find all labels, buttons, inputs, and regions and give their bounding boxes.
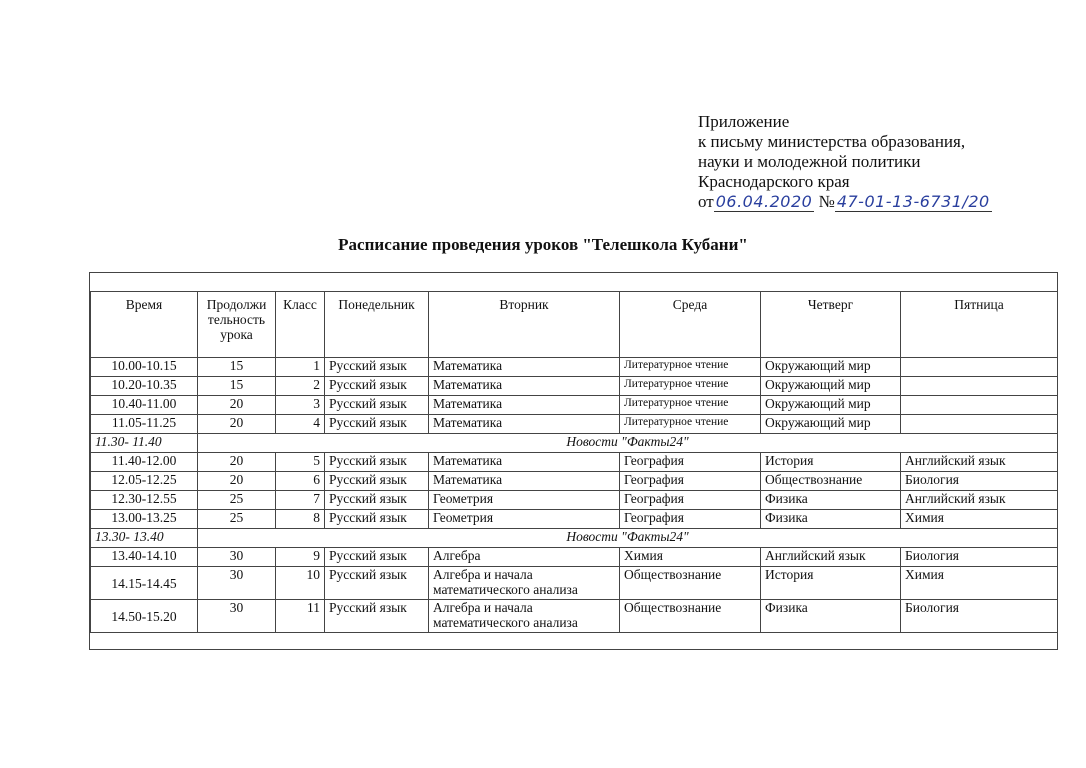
cell-wednesday: Литературное чтение bbox=[620, 396, 761, 415]
cell-monday: Русский язык bbox=[325, 510, 429, 529]
cell-duration: 25 bbox=[198, 510, 276, 529]
cell-time: 14.15-14.45 bbox=[91, 567, 198, 600]
cell-wednesday: Литературное чтение bbox=[620, 415, 761, 434]
table-row bbox=[91, 472, 1058, 491]
cell-monday: Русский язык bbox=[325, 377, 429, 396]
appendix-line-5 bbox=[698, 192, 992, 212]
break-time: 13.30- 13.40 bbox=[91, 529, 198, 548]
cell-thursday: Физика bbox=[761, 510, 901, 529]
appendix-line-2: к письму министерства образования, bbox=[698, 132, 966, 151]
cell-time: 14.50-15.20 bbox=[91, 600, 198, 633]
cell-time: 12.30-12.55 bbox=[91, 491, 198, 510]
cell-thursday: Окружающий мир bbox=[761, 377, 901, 396]
cell-grade: 8 bbox=[276, 510, 325, 529]
cell-time: 11.05-11.25 bbox=[91, 415, 198, 434]
cell-wednesday: Обществознание bbox=[620, 567, 761, 600]
cell-wednesday: География bbox=[620, 453, 761, 472]
col-header-tuesday: Вторник bbox=[429, 292, 620, 358]
document-title: Расписание проведения уроков "Телешкола Кубани" bbox=[338, 235, 748, 254]
col-header-wednesday: Среда bbox=[620, 292, 761, 358]
cell-friday: Биология bbox=[901, 548, 1058, 567]
cell-duration: 30 bbox=[198, 548, 276, 567]
cell-monday: Русский язык bbox=[325, 600, 429, 633]
appendix-line-4: Краснодарского края bbox=[698, 172, 850, 191]
table-row bbox=[91, 377, 1058, 396]
cell-duration: 20 bbox=[198, 415, 276, 434]
appendix-block bbox=[698, 112, 992, 212]
handwritten-number: 47-01-13-6731/20 bbox=[836, 192, 990, 211]
cell-grade: 1 bbox=[276, 358, 325, 377]
cell-friday: Биология bbox=[901, 472, 1058, 491]
cell-grade: 4 bbox=[276, 415, 325, 434]
cell-tuesday: Алгебра и начала математического анализа bbox=[429, 567, 620, 600]
break-label: Новости "Факты24" bbox=[198, 529, 1058, 548]
table-row bbox=[91, 567, 1058, 600]
table-row bbox=[91, 600, 1058, 633]
cell-wednesday: География bbox=[620, 491, 761, 510]
cell-monday: Русский язык bbox=[325, 358, 429, 377]
cell-wednesday: Химия bbox=[620, 548, 761, 567]
cell-friday: Химия bbox=[901, 567, 1058, 600]
cell-tuesday: Математика bbox=[429, 377, 620, 396]
cell-tuesday: Геометрия bbox=[429, 510, 620, 529]
cell-thursday: Физика bbox=[761, 491, 901, 510]
cell-duration: 15 bbox=[198, 358, 276, 377]
from-prefix: от bbox=[698, 192, 714, 211]
cell-thursday: Окружающий мир bbox=[761, 396, 901, 415]
cell-thursday: Английский язык bbox=[761, 548, 901, 567]
cell-grade: 11 bbox=[276, 600, 325, 633]
schedule-sheet bbox=[89, 272, 1058, 650]
cell-monday: Русский язык bbox=[325, 396, 429, 415]
cell-tuesday: Математика bbox=[429, 453, 620, 472]
col-header-grade: Класс bbox=[276, 292, 325, 358]
cell-grade: 9 bbox=[276, 548, 325, 567]
cell-tuesday: Алгебра и начала математического анализа bbox=[429, 600, 620, 633]
cell-tuesday: Математика bbox=[429, 415, 620, 434]
cell-thursday: История bbox=[761, 567, 901, 600]
table-row bbox=[91, 510, 1058, 529]
cell-time: 13.40-14.10 bbox=[91, 548, 198, 567]
table-row bbox=[91, 491, 1058, 510]
cell-thursday: Физика bbox=[761, 600, 901, 633]
cell-friday bbox=[901, 396, 1058, 415]
cell-tuesday: Геометрия bbox=[429, 491, 620, 510]
table-row bbox=[91, 415, 1058, 434]
break-label: Новости "Факты24" bbox=[198, 434, 1058, 453]
table-row bbox=[91, 358, 1058, 377]
table-row bbox=[91, 548, 1058, 567]
cell-grade: 2 bbox=[276, 377, 325, 396]
cell-time: 10.00-10.15 bbox=[91, 358, 198, 377]
col-header-thursday: Четверг bbox=[761, 292, 901, 358]
cell-grade: 10 bbox=[276, 567, 325, 600]
cell-tuesday: Математика bbox=[429, 358, 620, 377]
col-header-friday: Пятница bbox=[901, 292, 1058, 358]
cell-monday: Русский язык bbox=[325, 453, 429, 472]
cell-wednesday: География bbox=[620, 510, 761, 529]
cell-friday: Английский язык bbox=[901, 453, 1058, 472]
cell-time: 10.20-10.35 bbox=[91, 377, 198, 396]
cell-duration: 30 bbox=[198, 600, 276, 633]
cell-time: 10.40-11.00 bbox=[91, 396, 198, 415]
cell-friday bbox=[901, 358, 1058, 377]
schedule-table bbox=[90, 291, 1058, 633]
cell-time: 11.40-12.00 bbox=[91, 453, 198, 472]
break-row bbox=[91, 529, 1058, 548]
cell-friday bbox=[901, 415, 1058, 434]
appendix-line-1: Приложение bbox=[698, 112, 790, 131]
cell-friday bbox=[901, 377, 1058, 396]
cell-monday: Русский язык bbox=[325, 472, 429, 491]
table-row bbox=[91, 453, 1058, 472]
cell-wednesday: География bbox=[620, 472, 761, 491]
cell-tuesday: Математика bbox=[429, 396, 620, 415]
cell-time: 13.00-13.25 bbox=[91, 510, 198, 529]
cell-grade: 6 bbox=[276, 472, 325, 491]
cell-monday: Русский язык bbox=[325, 415, 429, 434]
col-header-monday: Понедельник bbox=[325, 292, 429, 358]
cell-monday: Русский язык bbox=[325, 567, 429, 600]
appendix-line-3: науки и молодежной политики bbox=[698, 152, 921, 171]
table-header-row bbox=[91, 292, 1058, 358]
cell-tuesday: Математика bbox=[429, 472, 620, 491]
cell-grade: 5 bbox=[276, 453, 325, 472]
col-header-time: Время bbox=[91, 292, 198, 358]
cell-duration: 25 bbox=[198, 491, 276, 510]
cell-duration: 20 bbox=[198, 453, 276, 472]
cell-thursday: История bbox=[761, 453, 901, 472]
cell-thursday: Окружающий мир bbox=[761, 415, 901, 434]
cell-tuesday: Алгебра bbox=[429, 548, 620, 567]
cell-grade: 7 bbox=[276, 491, 325, 510]
break-row bbox=[91, 434, 1058, 453]
cell-duration: 20 bbox=[198, 472, 276, 491]
table-row bbox=[91, 396, 1058, 415]
cell-monday: Русский язык bbox=[325, 491, 429, 510]
handwritten-date: 06.04.2020 bbox=[715, 192, 813, 211]
cell-thursday: Окружающий мир bbox=[761, 358, 901, 377]
cell-wednesday: Литературное чтение bbox=[620, 358, 761, 377]
cell-wednesday: Обществознание bbox=[620, 600, 761, 633]
col-header-duration: Продолжи тельность урока bbox=[198, 292, 276, 358]
cell-friday: Биология bbox=[901, 600, 1058, 633]
break-time: 11.30- 11.40 bbox=[91, 434, 198, 453]
number-sign: № bbox=[818, 192, 835, 211]
cell-wednesday: Литературное чтение bbox=[620, 377, 761, 396]
cell-monday: Русский язык bbox=[325, 548, 429, 567]
cell-friday: Химия bbox=[901, 510, 1058, 529]
cell-grade: 3 bbox=[276, 396, 325, 415]
cell-duration: 15 bbox=[198, 377, 276, 396]
cell-duration: 30 bbox=[198, 567, 276, 600]
cell-duration: 20 bbox=[198, 396, 276, 415]
cell-friday: Английский язык bbox=[901, 491, 1058, 510]
cell-time: 12.05-12.25 bbox=[91, 472, 198, 491]
cell-thursday: Обществознание bbox=[761, 472, 901, 491]
